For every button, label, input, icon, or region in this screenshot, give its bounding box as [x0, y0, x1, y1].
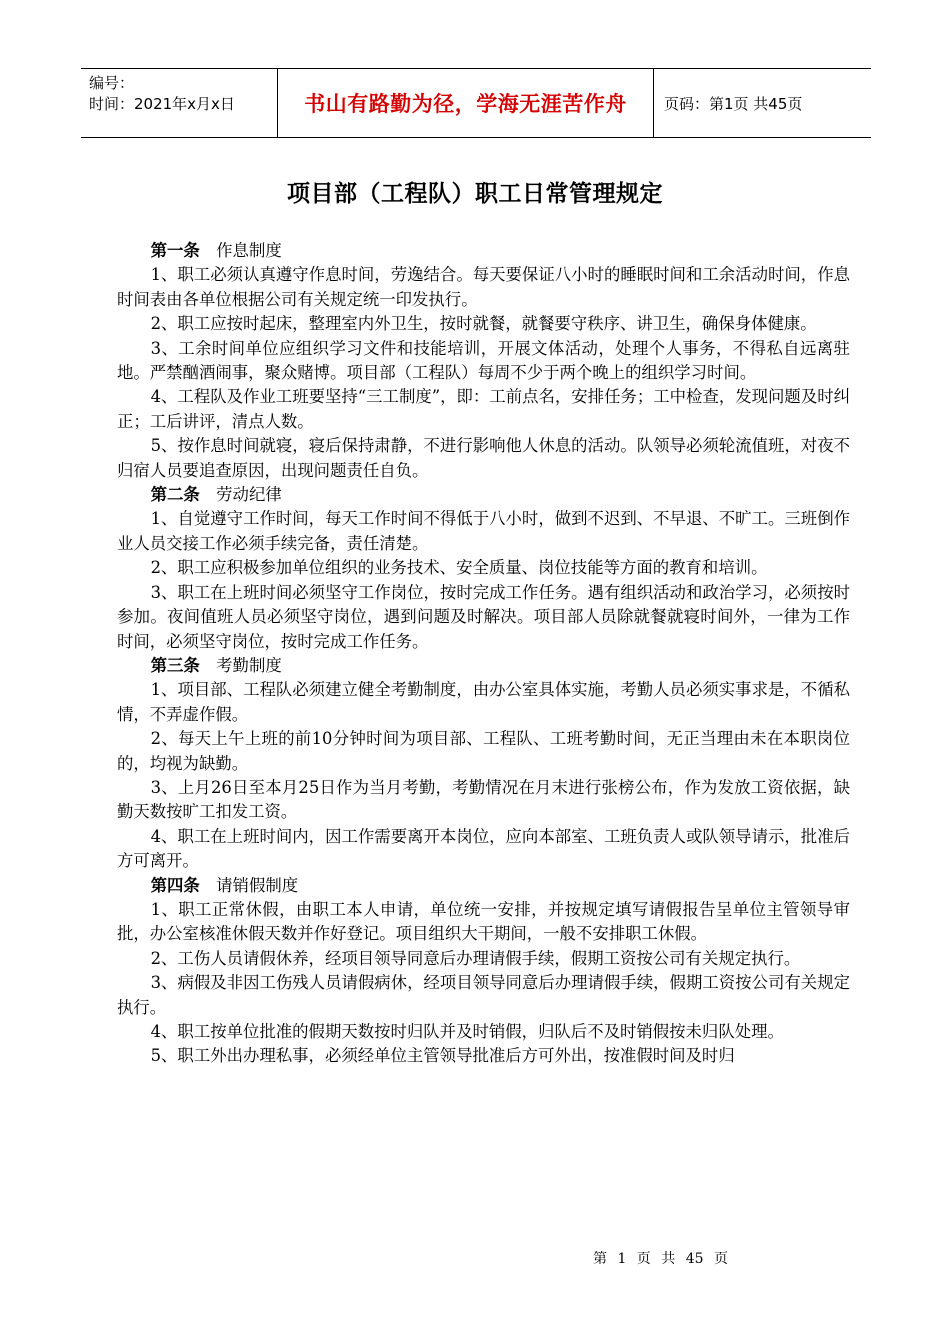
clause-paragraph: 1、自觉遵守工作时间，每天工作时间不得低于八小时，做到不迟到、不早退、不旷工。三班倒作业人员交接工作必须手续完备，责任清楚。: [117, 509, 850, 553]
page-header: [81, 68, 871, 138]
clause-paragraph: 5、职工外出办理私事，必须经单位主管领导批准后方可外出，按准假时间及时归: [150, 1046, 735, 1066]
page-footer: 第 1 页 共 45 页: [593, 1251, 728, 1267]
section-name: 劳动纪律: [216, 485, 282, 505]
clause-paragraph: 4、工程队及作业工班要坚持“三工制度”，即：工前点名，安排任务；工中检查，发现问题及时纠正；工后讲评，清点人数。: [117, 387, 850, 431]
section-heading: [117, 654, 850, 678]
section-name: 作息制度: [216, 241, 282, 260]
clause-paragraph: 1、项目部、工程队必须建立健全考勤制度，由办公室具体实施，考勤人员必须实事求是，不循私情，不弄虚作假。: [117, 680, 850, 724]
clause-paragraph: 3、病假及非因工伤残人员请假病休，经项目领导同意后办理请假手续，假期工资按公司有关规定执行。: [117, 973, 850, 1017]
clause-paragraph: 3、上月26日至本月25日作为当月考勤，考勤情况在月末进行张榜公布，作为发放工资依据，缺勤天数按旷工扣发工资。: [117, 777, 850, 822]
clause-paragraph: 2、职工应按时起床，整理室内外卫生，按时就餐，就餐要守秩序、讲卫生，确保身体健康。: [150, 314, 817, 334]
clause-paragraph: 1、职工正常休假，由职工本人申请，单位统一安排，并按规定填写请假报告呈单位主管领导审批，办公室核准休假天数并作好登记。项目组织大干期间，一般不安排职工休假。: [117, 899, 850, 944]
header-meta: [81, 69, 278, 137]
header-motto: 书山有路勤为径，学海无涯苦作舟: [278, 69, 654, 137]
clause-paragraph: 1、职工必须认真遵守作息时间，劳逸结合。每天要保证八小时的睡眠时间和工余活动时间，作息时间表由各单位根据公司有关规定统一印发执行。: [117, 265, 850, 309]
number-label: 编号：: [89, 74, 135, 92]
clause-paragraph: 5、按作息时间就寝，寝后保持肃静，不进行影响他人休息的活动。队领导必须轮流值班，对夜不归宿人员要追查原因，出现问题责任自负。: [117, 436, 850, 480]
section-number: 第三条: [150, 655, 200, 675]
section-name: 请销假制度: [216, 875, 299, 895]
clause-paragraph: 4、职工在上班时间内，因工作需要离开本岗位，应向本部室、工班负责人或队领导请示，批准后方可离开。: [117, 826, 850, 871]
section-number: 第二条: [150, 485, 200, 505]
header-page-info: 页码：第1页 共45页: [664, 94, 803, 113]
time-label: 时间：2021年x月x日: [89, 95, 235, 113]
section-name: 考勤制度: [216, 655, 282, 675]
clause-paragraph: 4、职工按单位批准的假期天数按时归队并及时销假，归队后不及时销假按未归队处理。: [150, 1022, 784, 1041]
clause-paragraph: 3、职工在上班时间必须坚守工作岗位，按时完成工作任务。遇有组织活动和政治学习，必须按时参加。夜间值班人员必须坚守岗位，遇到问题及时解决。项目部人员除就餐就寝时间外，一律为工作时间，必须坚守岗位，按时完成工作任务。: [117, 582, 850, 651]
clause-paragraph: 2、工伤人员请假休养，经项目领导同意后办理请假手续，假期工资按公司有关规定执行。: [150, 948, 801, 968]
section-heading: [117, 483, 850, 507]
document-body: [117, 239, 850, 1069]
section-number: 第四条: [150, 875, 200, 895]
section-heading: [117, 239, 850, 263]
document-title: 项目部（工程队）职工日常管理规定: [287, 181, 663, 207]
clause-paragraph: 2、每天上午上班的前10分钟时间为项目部、工程队、工班考勤时间，无正当理由未在本职岗位的，均视为缺勤。: [117, 729, 850, 773]
clause-paragraph: 2、职工应积极参加单位组织的业务技术、安全质量、岗位技能等方面的教育和培训。: [150, 558, 768, 578]
section-heading: [117, 874, 850, 898]
section-number: 第一条: [150, 241, 200, 260]
clause-paragraph: 3、工余时间单位应组织学习文件和技能培训，开展文体活动，处理个人事务，不得私自远离驻地。严禁酗酒闹事，聚众赌博。项目部（工程队）每周不少于两个晚上的组织学习时间。: [117, 338, 850, 383]
